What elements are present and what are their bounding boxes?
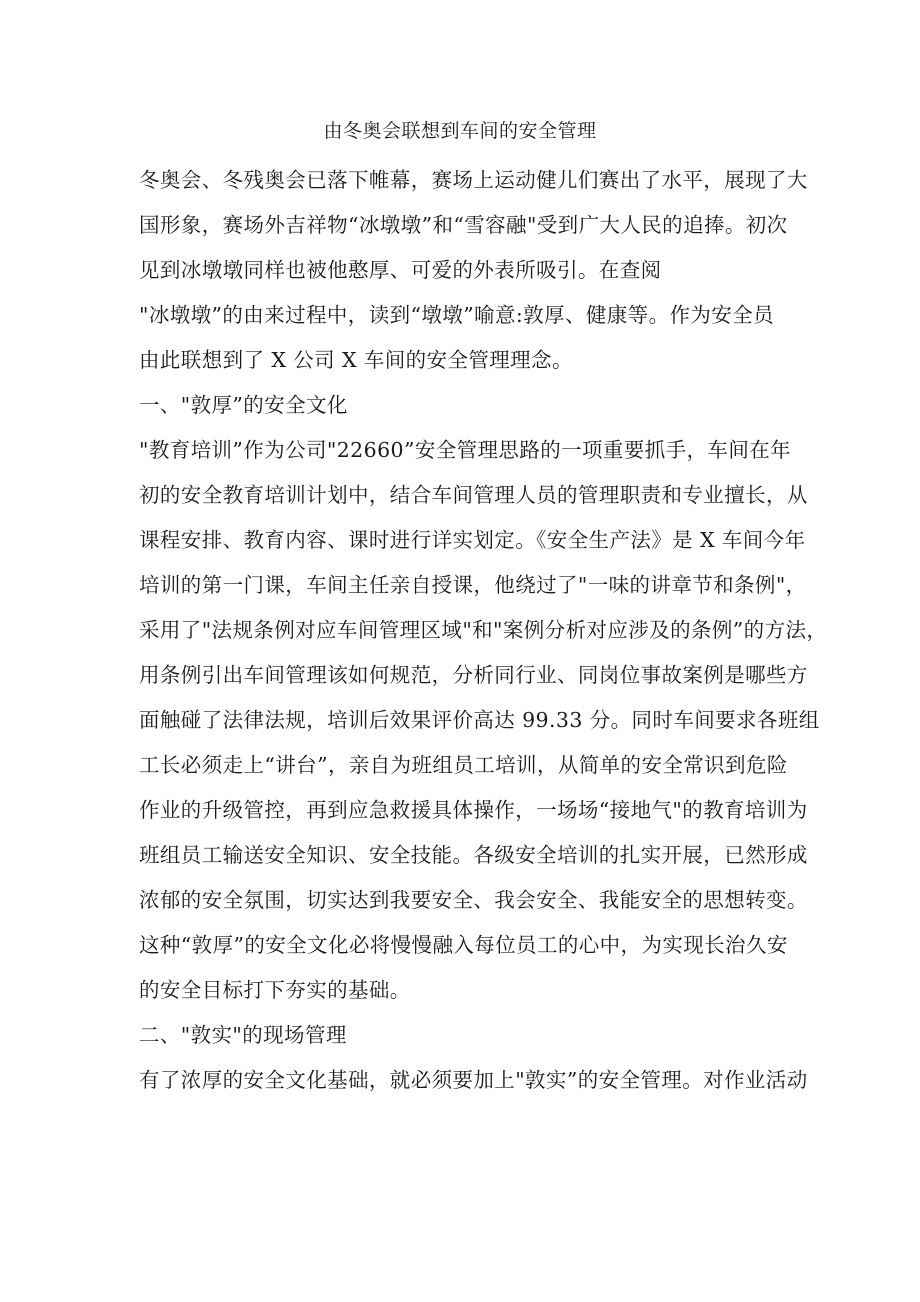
paragraph-line: 工长必须走上“讲台”，亲自为班组员工培训，从简单的安全常识到危险 (139, 753, 788, 777)
paragraph-line: 培训的第一门课，车间主任亲自授课，他绕过了"一味的讲章节和条例"， (139, 573, 807, 597)
paragraph-line: "教育培训”作为公司"22660”安全管理思路的一项重要抓手，车间在年 (139, 438, 792, 462)
paragraph-line: 面触碰了法律法规，培训后效果评价高达 99.33 分。同时车间要求各班组 (139, 708, 820, 732)
paragraph-line: 这种“敦厚”的安全文化必将慢慢融入每位员工的心中，为实现长治久安 (139, 933, 788, 957)
paragraph-line: 班组员工输送安全知识、安全技能。各级安全培训的扎实开展，已然形成 (139, 843, 808, 867)
document-title: 由冬奥会联想到车间的安全管理 (323, 120, 597, 142)
paragraph-line: 的安全目标打下夯实的基础。 (139, 978, 411, 1002)
paragraph-line: 由此联想到了 X 公司 X 车间的安全管理理念。 (139, 348, 573, 372)
paragraph-line: 浓郁的安全氛围，切实达到我要安全、我会安全、我能安全的思想转变。 (139, 888, 808, 912)
paragraph-line: 冬奥会、冬残奥会已落下帷幕，赛场上运动健儿们赛出了水平，展现了大 (139, 168, 808, 192)
paragraph-line: 采用了"法规条例对应车间管理区域"和"案例分析对应涉及的条例”的方法， (139, 618, 828, 642)
paragraph-line: 国形象，赛场外吉祥物“冰墩墩”和“雪容融"受到广大人民的追捧。初次 (139, 213, 788, 237)
paragraph-line: 见到冰墩墩同样也被他憨厚、可爱的外表所吸引。在查阅 (139, 258, 662, 282)
paragraph-line: 初的安全教育培训计划中，结合车间管理人员的管理职责和专业擅长，从 (139, 483, 808, 507)
paragraph-line: "冰墩墩”的由来过程中，读到“墩墩”喻意:敦厚、健康等。作为安全员 (139, 303, 774, 327)
paragraph-line: 课程安排、教育内容、课时进行详实划定。《安全生产法》是 X 车间今年 (139, 528, 806, 552)
paragraph-line: 作业的升级管控，再到应急救援具体操作，一场场“接地气"的教育培训为 (139, 798, 808, 822)
paragraph-line: 用条例引出车间管理该如何规范，分析同行业、同岗位事故案例是哪些方 (139, 663, 808, 687)
section-heading: 二、"敦实"的现场管理 (139, 1023, 347, 1047)
section-heading: 一、"敦厚”的安全文化 (139, 393, 348, 417)
paragraph-line: 有了浓厚的安全文化基础，就必须要加上"敦实”的安全管理。对作业活动 (139, 1068, 808, 1092)
